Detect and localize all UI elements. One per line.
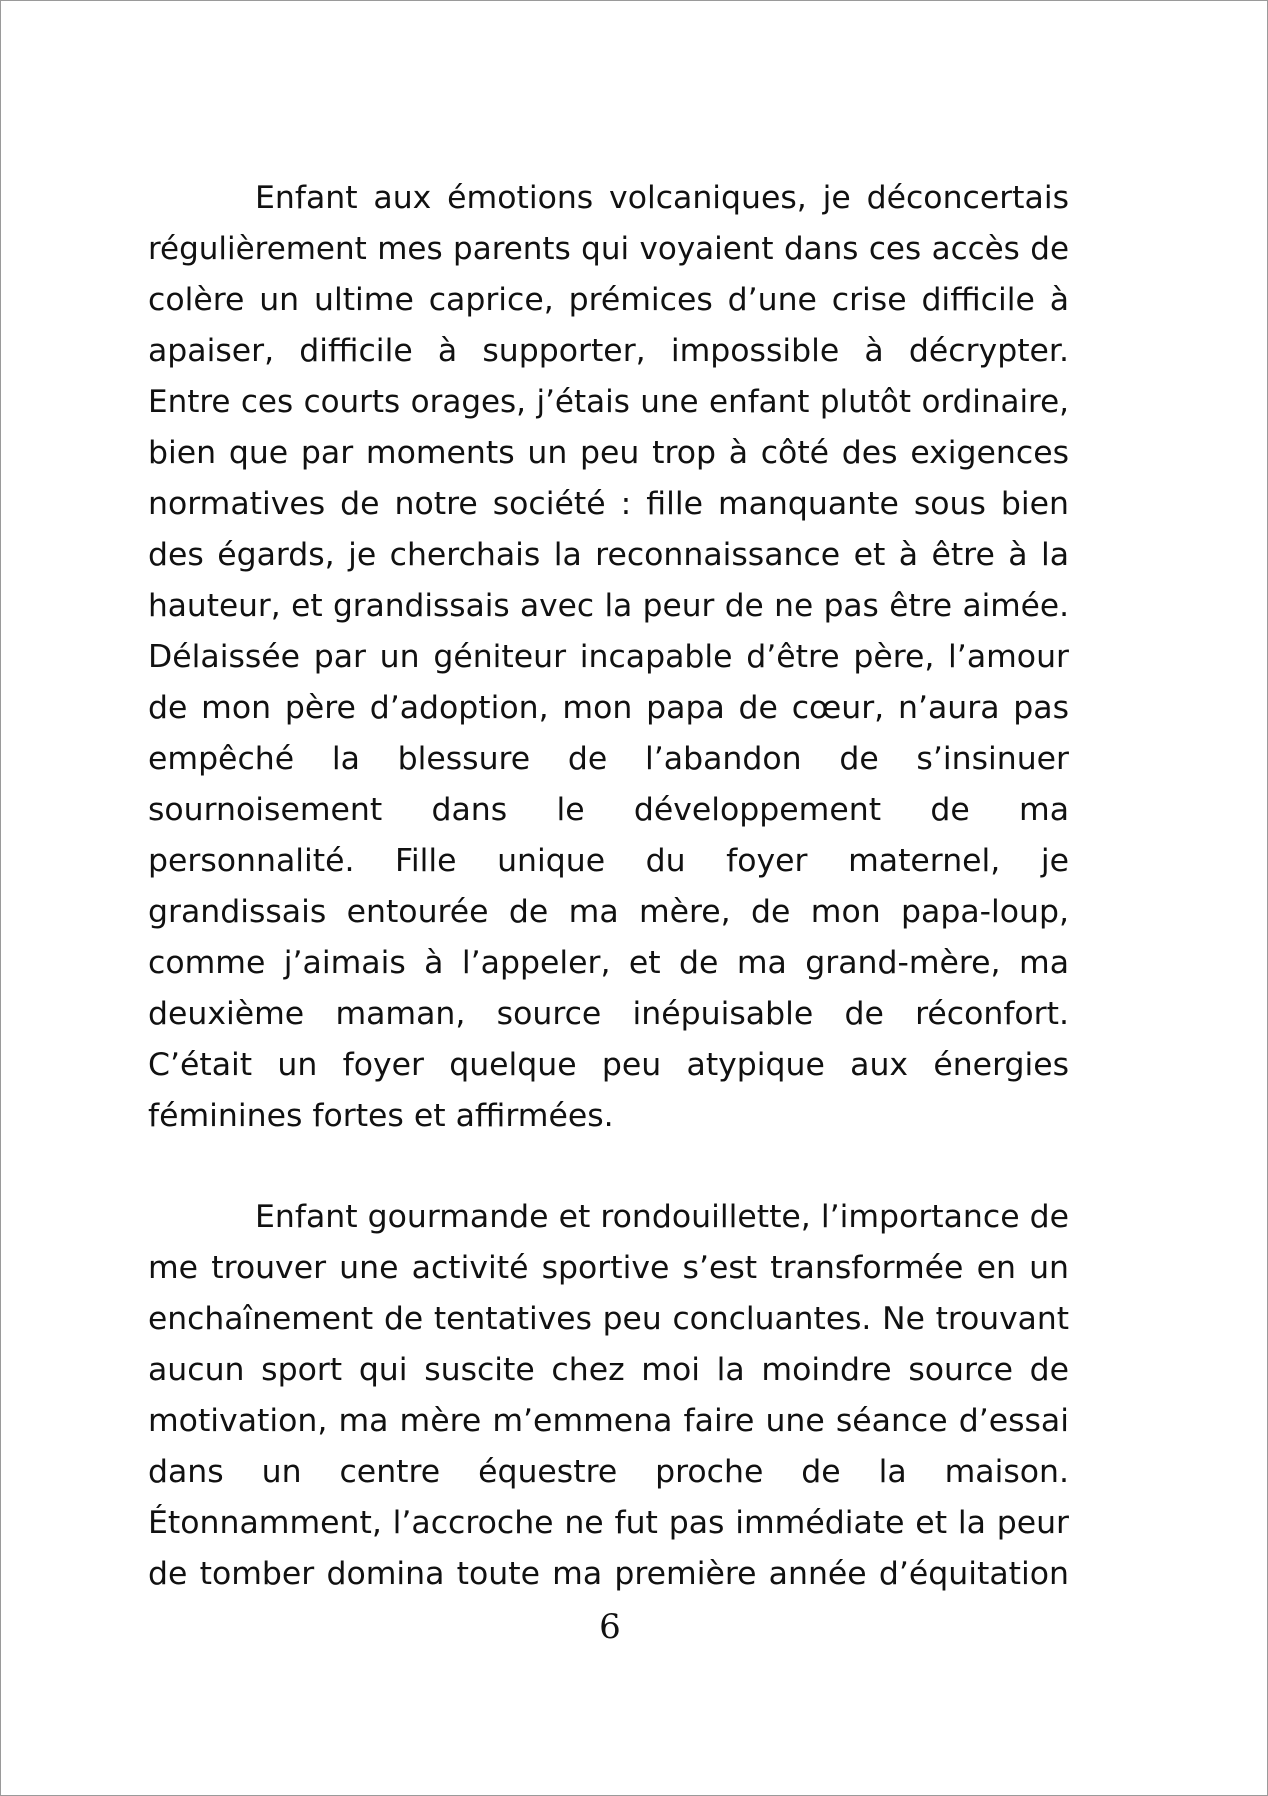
paragraph-line: de mon père d’adoption, mon papa de cœur, n’aura pas	[148, 690, 1069, 726]
paragraph-line: dans un centre équestre proche de la maison.	[148, 1454, 1069, 1490]
paragraph-line: Délaissée par un géniteur incapable d’être père, l’amour	[148, 639, 1069, 675]
paragraph-line: personnalité. Fille unique du foyer maternel, je	[148, 843, 1069, 879]
paragraph-line: C’était un foyer quelque peu atypique aux énergies	[148, 1047, 1069, 1083]
paragraph-line: grandissais entourée de ma mère, de mon papa-loup,	[148, 894, 1069, 930]
paragraph-2	[148, 1192, 1069, 1600]
paragraph-line: régulièrement mes parents qui voyaient dans ces accès de	[148, 231, 1069, 267]
paragraph-line: Enfant aux émotions volcaniques, je déconcertais	[255, 180, 1069, 216]
paragraph-line: aucun sport qui suscite chez moi la moindre source de	[148, 1352, 1069, 1388]
paragraph-line: me trouver une activité sportive s’est transformée en un	[148, 1250, 1069, 1286]
paragraph-line: normatives de notre société : fille manquante sous bien	[148, 486, 1069, 522]
paragraph-line: motivation, ma mère m’emmena faire une séance d’essai	[148, 1403, 1069, 1439]
paragraph-line: Entre ces courts orages, j’étais une enfant plutôt ordinaire,	[148, 384, 1069, 420]
paragraph-line: colère un ultime caprice, prémices d’une crise difficile à	[148, 282, 1069, 318]
paragraph-line: féminines fortes et affirmées.	[148, 1098, 614, 1134]
paragraph-line: Enfant gourmande et rondouillette, l’importance de	[255, 1199, 1069, 1235]
paragraph-line: empêché la blessure de l’abandon de s’insinuer	[148, 741, 1069, 777]
paragraph-line: deuxième maman, source inépuisable de réconfort.	[148, 996, 1069, 1032]
page-number: 6	[599, 1607, 621, 1647]
paragraph-line: des égards, je cherchais la reconnaissance et à être à la	[148, 537, 1069, 573]
paragraph-line: hauteur, et grandissais avec la peur de ne pas être aimée.	[148, 588, 1069, 624]
paragraph-line: Étonnamment, l’accroche ne fut pas immédiate et la peur	[148, 1505, 1069, 1541]
paragraph-line: apaiser, difficile à supporter, impossible à décrypter.	[148, 333, 1069, 369]
paragraph-line: comme j’aimais à l’appeler, et de ma grand-mère, ma	[148, 945, 1069, 981]
paragraph-line: bien que par moments un peu trop à côté des exigences	[148, 435, 1069, 471]
paragraph-line: enchaînement de tentatives peu concluantes. Ne trouvant	[148, 1301, 1069, 1337]
paragraph-1	[148, 173, 1069, 1142]
paragraph-line: de tomber domina toute ma première année d’équitation	[148, 1556, 1069, 1592]
paragraph-line: sournoisement dans le développement de ma	[148, 792, 1069, 828]
